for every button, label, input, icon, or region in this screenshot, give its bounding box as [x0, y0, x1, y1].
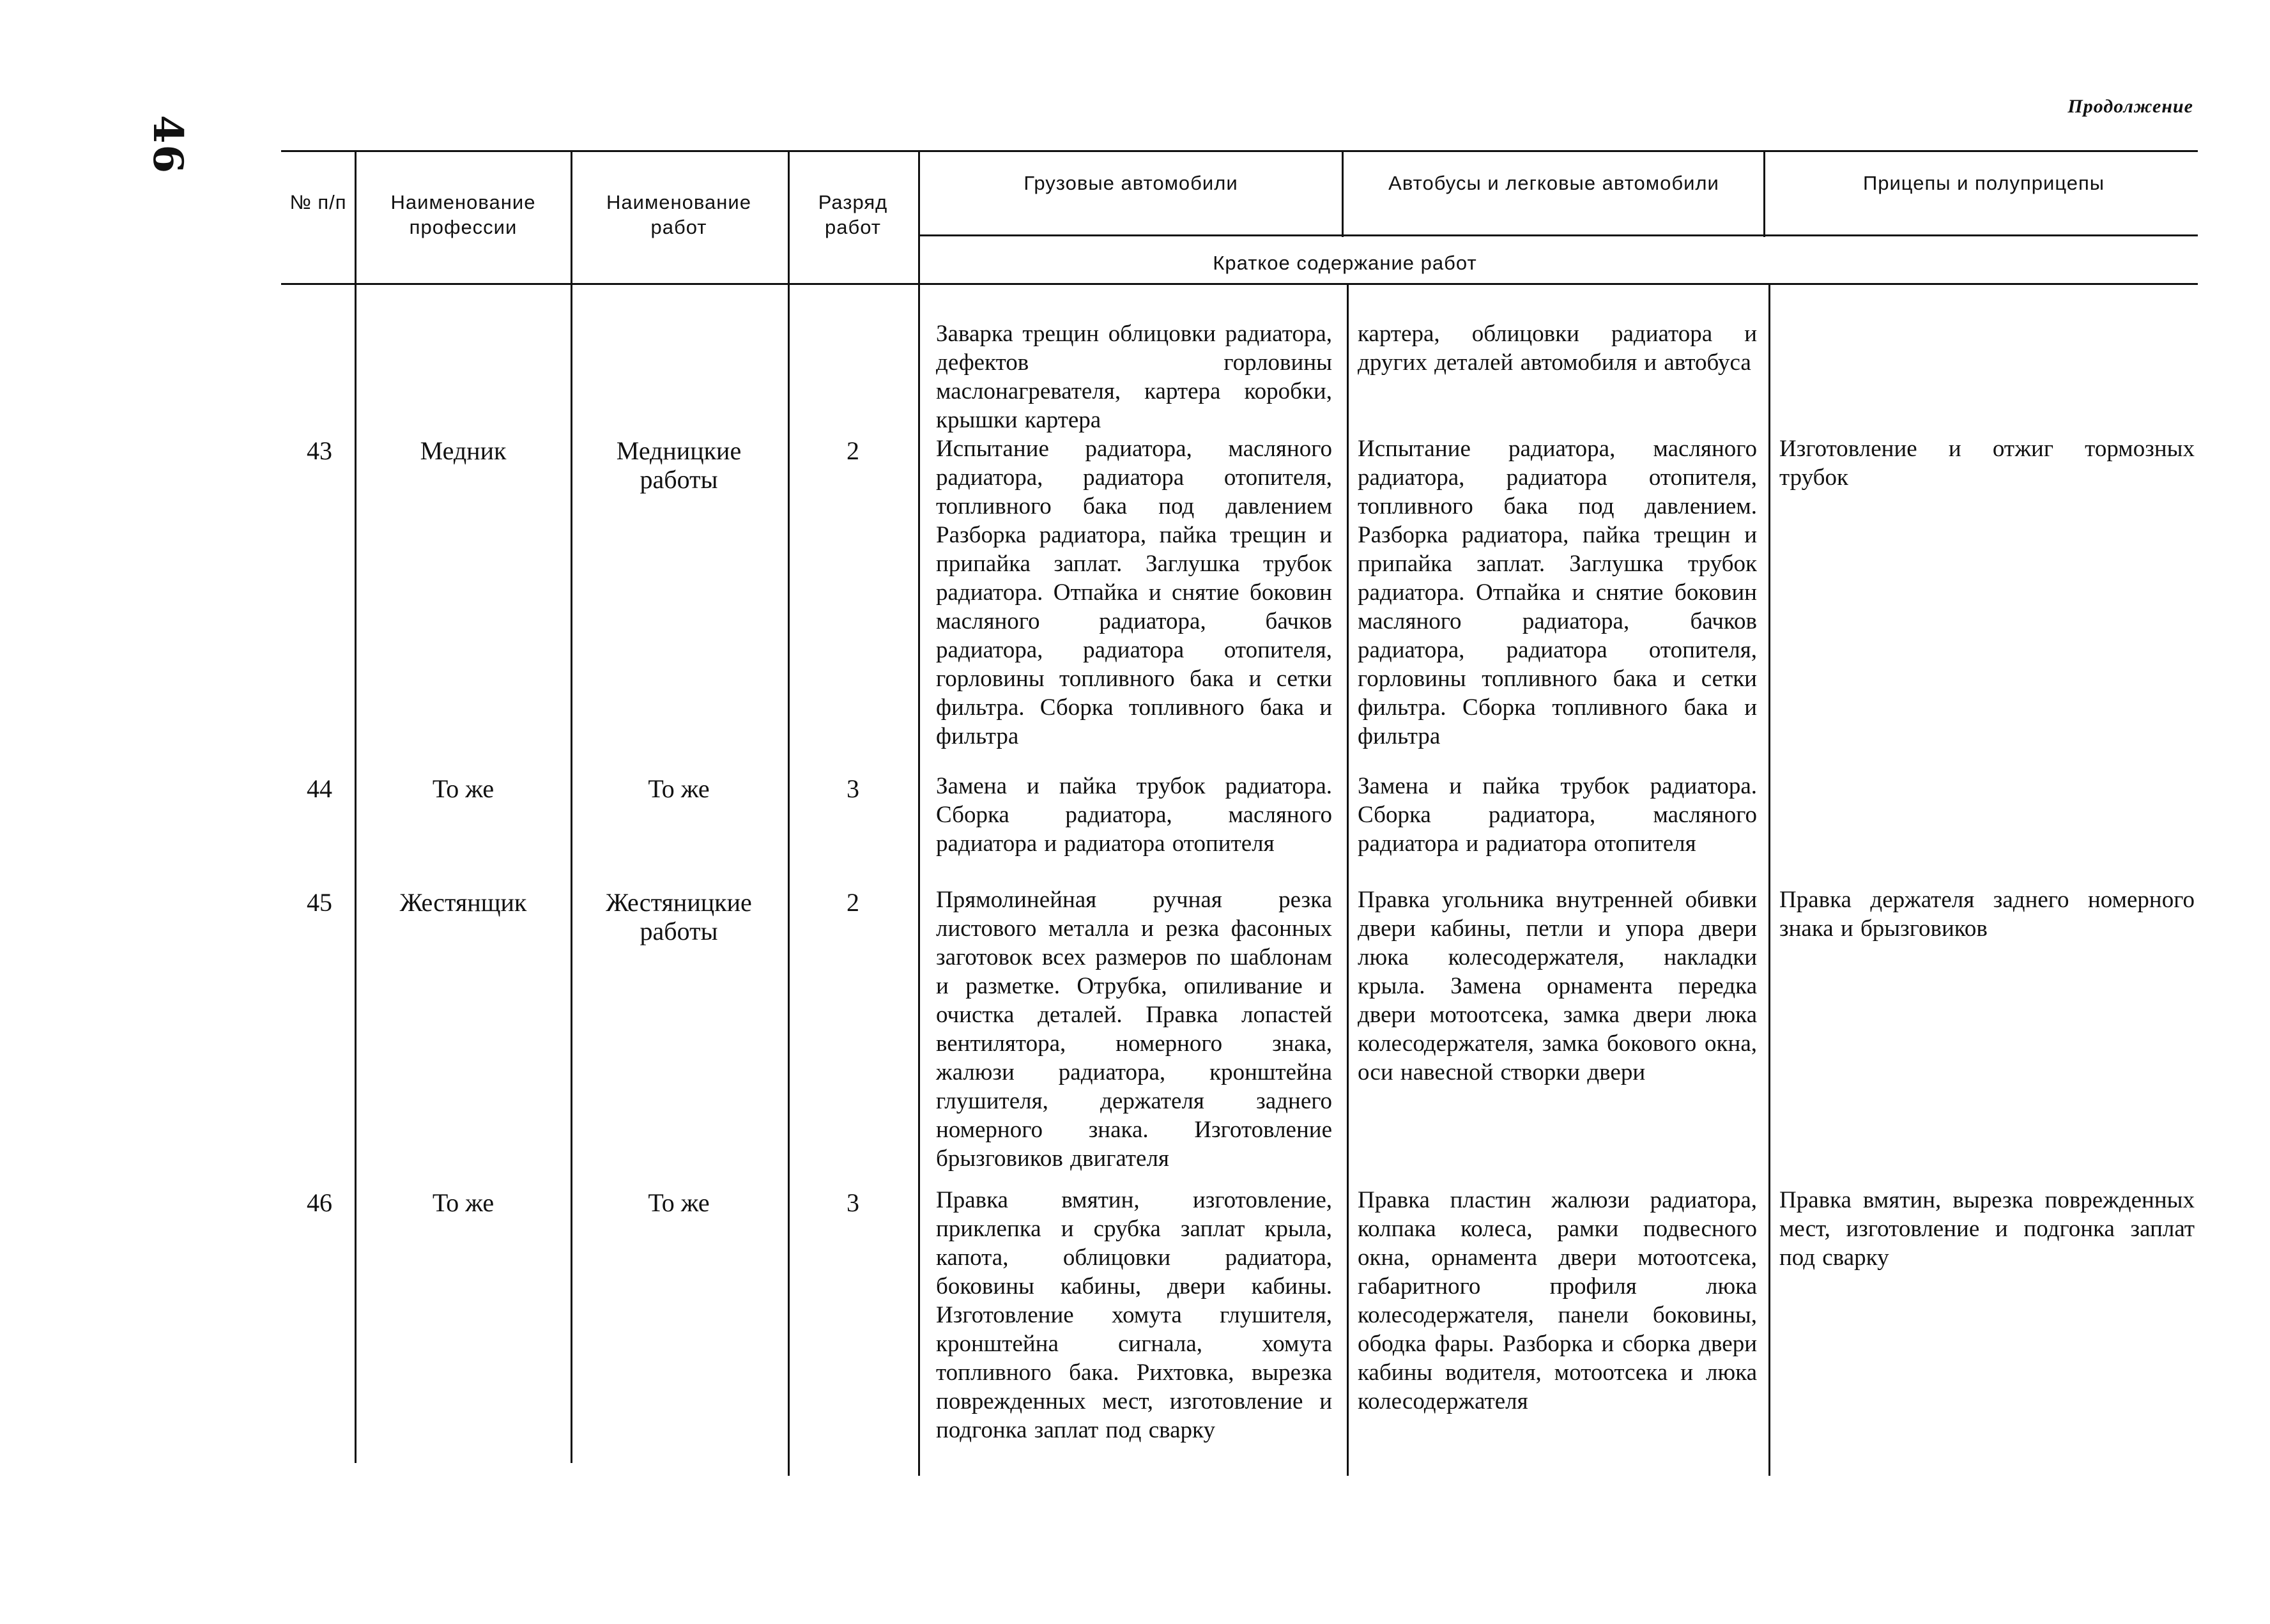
header-profession: Наименование профессии [390, 191, 536, 238]
row-46-trucks-text: Правка вмятин, изготовление, приклепка и срубка заплат крыла, капота, облицовки радиатора, боковины кабины, двери кабины. Изготовление хомута глушителя, кронштейна сигнала, хомута топливного бака. Рихтовка, вырезка поврежденных мест, изготовление и подгонка заплат под сварку [936, 1187, 1332, 1443]
row-43-buses-text: Испытание радиатора, масляного радиатора, радиатора отопителя, топливного бака под давлением. Разборка радиатора, пайка трещин и припайка заплат. Заглушка трубок радиатора. Отпайка и снятие боковин масляного радиатора, бачков радиатора, радиатора отопителя, горловины топливного бака и сетки фильтра. Сборка топливного бака и фильтра [1358, 436, 1757, 749]
page-number: 46 [144, 115, 192, 175]
table-top-rule [281, 150, 2198, 152]
col-divider-2 [571, 150, 572, 1463]
row-45-works: Жестяницкие работы [606, 888, 752, 946]
header-bottom-rule [281, 283, 2198, 285]
row-43-profession: Медник [420, 436, 507, 465]
row-43-grade: 2 [847, 436, 859, 465]
continuation-label: Продолжение [2067, 96, 2193, 117]
row-45-buses-text: Правка угольника внутренней обивки двери кабины, петли и упора двери люка колесодержателя, накладки крыла. Замена орнамента передка двери мотоотсека, замка двери люка колесодержателя, замка бокового окна, оси навесной створки двери [1358, 887, 1757, 1085]
row-46-profession: То же [432, 1188, 495, 1217]
row-45-trailers-text: Правка держателя заднего номерного знака и брызговиков [1779, 887, 2195, 942]
row-43-number: 43 [307, 436, 332, 465]
row-44-trucks-text: Замена и пайка трубок радиатора. Сборка радиатора, масляного радиатора и радиатора отопителя [936, 773, 1332, 857]
col-divider-5 [1342, 150, 1344, 237]
row-46-number: 46 [307, 1188, 332, 1217]
row-44-grade: 3 [847, 774, 859, 803]
header-buses: Автобусы и легковые автомобили [1388, 172, 1719, 194]
carryover-trucks-text: Заварка трещин облицовки радиатора, дефектов горловины маслонагревателя, картера коробки, крышки картера [936, 321, 1332, 433]
row-46-works: То же [648, 1188, 710, 1217]
col-divider-3 [788, 150, 790, 1476]
header-trailers: Прицепы и полуприцепы [1862, 172, 2105, 194]
row-44-buses-text: Замена и пайка трубок радиатора. Сборка радиатора, масляного радиатора и радиатора отопителя [1358, 773, 1757, 857]
header-summary: Краткое содержание работ [1213, 252, 1477, 274]
col-divider-1 [355, 150, 357, 1463]
header-summary-rule [920, 234, 2198, 236]
row-45-trucks-text: Прямолинейная ручная резка листового металла и резка фасонных заготовок всех размеров по шаблонам и разметке. Отрубка, опиливание и очистка деталей. Правка лопастей вентилятора, номерного знака, жалюзи радиатора, кронштейна глушителя, держателя заднего номерного знака. Изготовление брызговиков двигателя [936, 887, 1332, 1172]
row-44-number: 44 [307, 774, 332, 803]
col-divider-4 [918, 150, 920, 1476]
row-45-number: 45 [307, 888, 332, 917]
col-divider-6-body [1768, 283, 1770, 1476]
row-45-profession: Жестянщик [399, 888, 527, 917]
row-43-trucks-text: Испытание радиатора, масляного радиатора, радиатора отопителя, топливного бака под давлением Разборка радиатора, пайка трещин и припайка заплат. Заглушка трубок радиатора. Отпайка и снятие боковин масляного радиатора, бачков радиатора, радиатора отопителя, горловины топливного бака и сетки фильтра. Сборка топливного бака и фильтра [936, 436, 1332, 749]
row-46-buses-text: Правка пластин жалюзи радиатора, колпака колеса, рамки подвесного окна, орнамента двери мотоотсека, габаритного профиля люка колесодержателя, панели боковины, ободка фары. Разборка и сборка двери кабины водителя, мотоотсека и люка колесодержателя [1358, 1187, 1757, 1414]
row-46-trailers-text: Правка вмятин, вырезка поврежденных мест, изготовление и подгонка заплат под сварку [1779, 1187, 2195, 1271]
carryover-buses-text: картера, облицовки радиатора и других деталей автомобиля и автобуса [1358, 321, 1757, 376]
row-46-grade: 3 [847, 1188, 859, 1217]
col-divider-5-body [1347, 283, 1349, 1476]
row-43-trailers-text: Изготовление и отжиг тормозных трубок [1779, 436, 2195, 491]
header-works: Наименование работ [606, 191, 751, 238]
col-divider-6 [1763, 150, 1765, 237]
row-43-works: Медницкие работы [616, 436, 742, 494]
header-grade: Разряд работ [818, 191, 888, 238]
row-44-profession: То же [432, 774, 495, 803]
header-number: № п/п [289, 191, 347, 213]
row-45-grade: 2 [847, 888, 859, 917]
row-44-works: То же [648, 774, 710, 803]
header-trucks: Грузовые автомобили [1024, 172, 1238, 194]
